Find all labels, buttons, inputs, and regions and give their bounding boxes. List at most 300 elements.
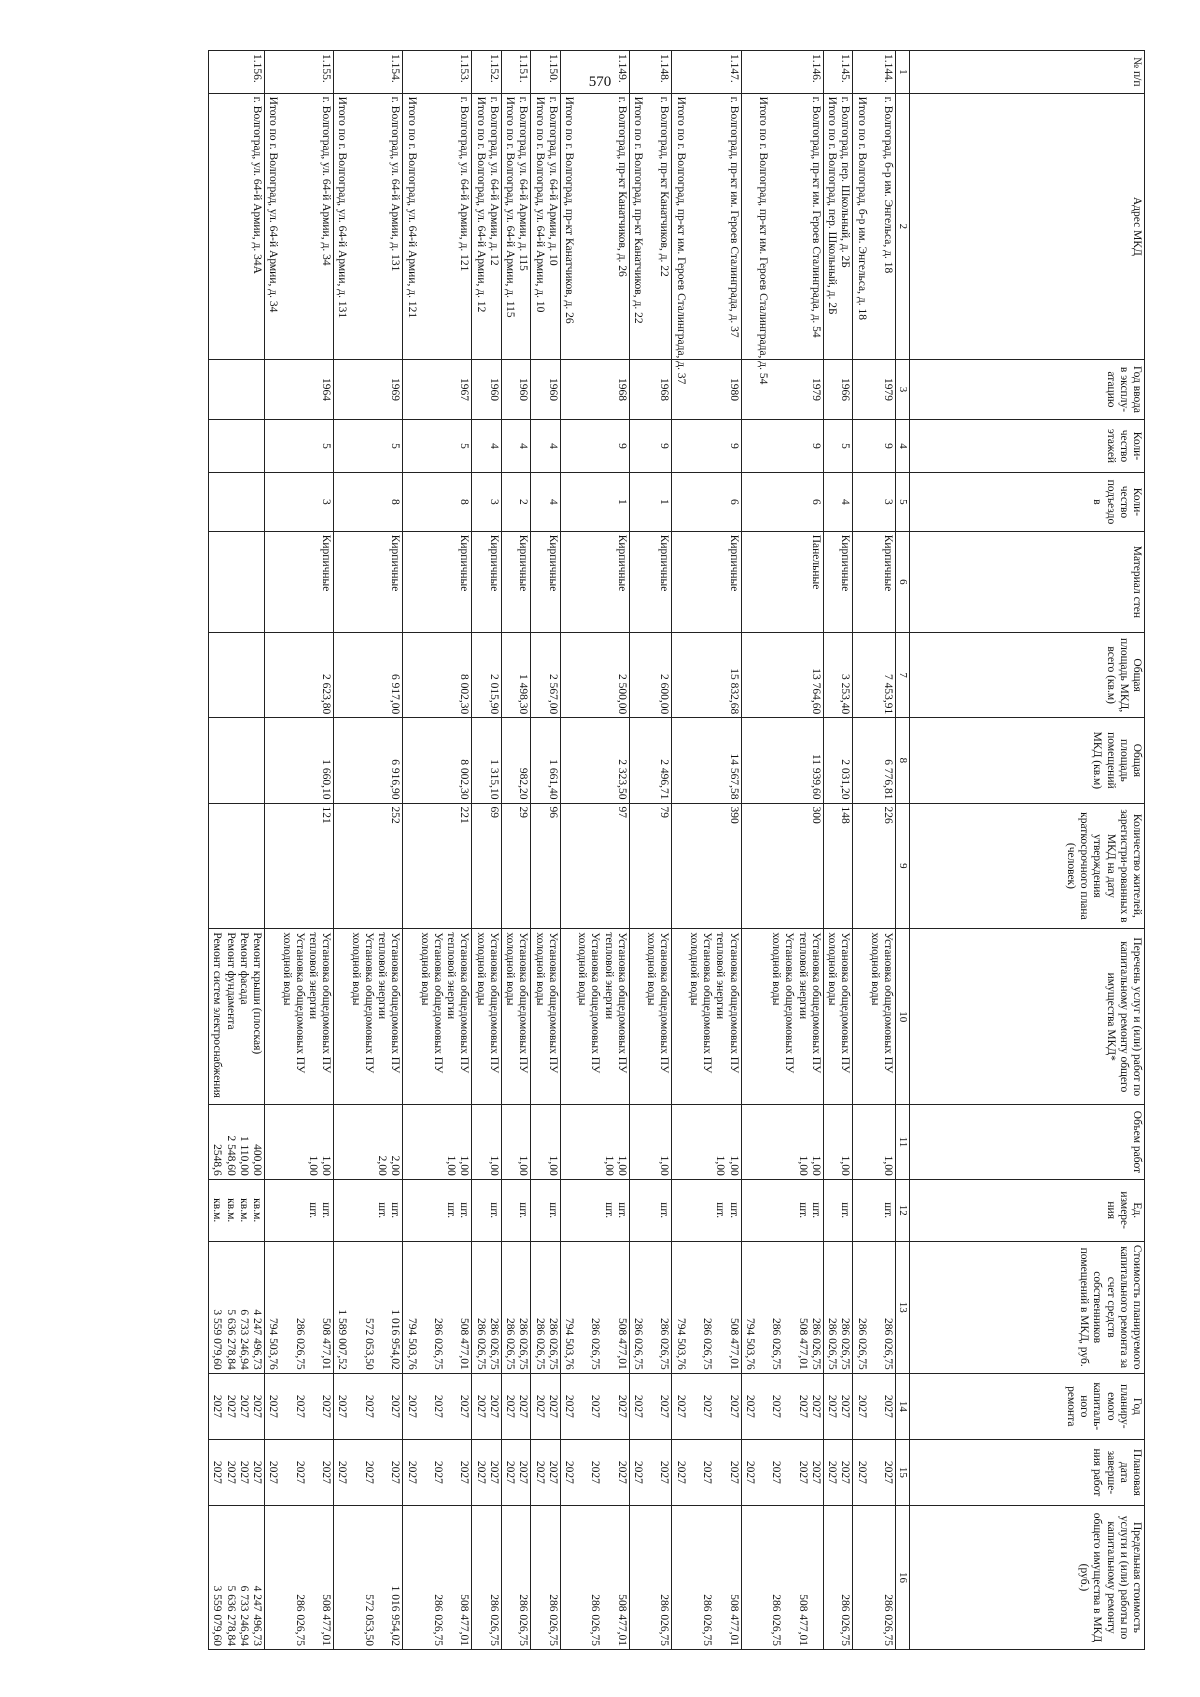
works-cell [403,929,472,1105]
cost-cell [629,1241,672,1373]
wall-material-cell: Кирпичные [403,531,472,632]
repair-year-cell [265,1373,334,1439]
cost-cell-line: 4 247 496,73 [251,1309,264,1370]
unit-cell [265,1179,334,1241]
cost-cell-line: 286 026,75 [839,1318,852,1370]
cost-cell-line: 794 503,76 [405,1318,418,1370]
year-built-cell: 1969 [334,360,403,420]
repair-year-cell-line: 2027 [389,1394,402,1418]
total-area-cell: 2 623,80 [265,633,334,718]
works-cell [265,929,334,1105]
limit-cost-cell-line: 286 026,75 [770,1594,783,1646]
repair-year-cell [672,1373,741,1439]
limit-cost-cell-line: 286 026,75 [293,1594,306,1646]
repair-year-cell [531,1373,560,1439]
wall-material-cell: Кирпичные [823,531,852,632]
wall-material-cell: Кирпичные [265,531,334,632]
volume-cell-line: 1,00 [458,1155,471,1176]
cost-cell-line: 508 477,01 [320,1318,333,1370]
volume-cell-line: 1,00 [796,1155,809,1176]
entrances-cell [209,473,265,532]
cost-cell-line: 286 026,75 [474,1318,487,1370]
row-number: 1.154. [334,51,403,94]
column-header-10: Перечень услуг и (или) работ по капитальному ремонту общего имущества МКД* [910,929,1145,1105]
repair-year-cell-line: 2027 [882,1394,894,1418]
limit-cost-cell-line: 5 636 278,84 [224,1585,237,1646]
completion-date-cell-line: 2027 [458,1460,471,1484]
completion-date-cell-line: 2027 [562,1460,575,1484]
limit-cost-cell-line: 286 026,75 [701,1594,714,1646]
total-area-cell: 1 498,30 [501,633,530,718]
limit-cost-cell [334,1505,403,1649]
premises-area-cell: 1 660,10 [265,718,334,803]
address-cell-line: Итого по г. Волгоград, пр-кт Канатчиков, д. 22 [632,96,645,324]
year-built-cell: 1980 [672,360,741,420]
column-number-8: 8 [896,718,910,803]
completion-date-cell-line: 2027 [211,1460,224,1484]
cost-cell-line: 286 026,75 [293,1318,306,1370]
entrances-cell: 3 [853,473,896,532]
limit-cost-cell-line: 286 026,75 [839,1594,852,1646]
unit-cell [629,1179,672,1241]
limit-cost-cell-line: 286 026,75 [546,1594,559,1646]
premises-area-cell: 982,20 [501,718,530,803]
total-area-cell: 2 567,00 [531,633,560,718]
floors-cell: 4 [472,419,501,472]
address-cell [403,93,472,360]
residents-cell: 29 [501,803,530,929]
completion-date-cell [823,1439,852,1505]
repair-year-cell-line: 2027 [237,1394,250,1418]
column-number-3: 3 [896,360,910,420]
volume-cell [472,1105,501,1180]
wall-material-cell [209,531,265,632]
limit-cost-cell-line: 508 477,01 [727,1594,740,1646]
completion-date-cell-line: 2027 [517,1460,530,1484]
completion-date-cell-line: 2027 [589,1460,602,1484]
completion-date-cell-line: 2027 [855,1460,868,1484]
address-cell-line: г. Волгоград, ул. 64-й Армии, д. 12 [487,96,500,266]
volume-cell-line: 400,00 [251,1144,264,1176]
table-row [531,51,560,1650]
unit-cell-line: шт. [517,1202,530,1219]
address-cell [472,93,501,360]
repair-year-cell-line: 2027 [809,1394,822,1418]
cost-cell-line: 3 559 079,60 [211,1309,224,1370]
volume-cell-line: 1,00 [839,1155,852,1176]
completion-date-cell-line: 2027 [839,1460,852,1484]
volume-cell-line: 2,00 [376,1155,389,1176]
repair-year-cell [560,1373,629,1439]
completion-date-cell-line: 2027 [743,1460,756,1484]
completion-date-cell-line: 2027 [632,1460,645,1484]
completion-date-cell-line: 2027 [224,1460,237,1484]
repair-year-cell-line: 2027 [546,1394,559,1418]
premises-area-cell: 11 939,60 [741,718,823,803]
repair-year-cell-line: 2027 [855,1394,868,1418]
total-area-cell: 6 917,00 [334,633,403,718]
volume-cell [629,1105,672,1180]
address-cell-line: г. Волгоград, ул. 64-й Армии, д. 34 [320,96,333,266]
premises-area-cell: 8 002,30 [403,718,472,803]
unit-cell-line: шт. [320,1202,333,1219]
total-area-cell: 7 453,91 [853,633,896,718]
repair-year-cell-line: 2027 [615,1394,628,1418]
repair-year-cell-line: 2027 [504,1394,517,1418]
address-cell [672,93,741,385]
works-cell [823,929,852,1105]
works-cell-line: Установка общедомовых ПУ тепловой энергии [602,932,628,1074]
row-number: 1.153. [403,51,472,94]
address-cell-line: Итого по г. Волгоград, пр-кт Канатчиков, д. 26 [562,96,575,324]
floors-cell: 5 [823,419,852,472]
volume-cell-line: 2 548,60 [224,1135,237,1176]
cost-cell-line: 508 477,01 [458,1318,471,1370]
address-cell-line: Итого по г. Волгоград, б-р им. Энгельса, д. 18 [855,96,868,321]
year-built-cell [209,360,265,420]
address-cell-line: Итого по г. Волгоград, ул. 64-й Армии, д. 121 [405,96,418,319]
cost-cell [403,1241,472,1373]
unit-cell-line: шт. [458,1202,471,1219]
wall-material-cell: Кирпичные [853,531,896,632]
address-cell [531,93,560,360]
completion-date-cell [531,1439,560,1505]
completion-date-cell-line: 2027 [658,1460,671,1484]
wall-material-cell: Кирпичные [672,531,741,632]
year-built-cell: 1967 [403,360,472,420]
works-cell-line: Установка общедомовых ПУ холодной воды [868,932,894,1074]
column-number-16: 16 [896,1505,910,1649]
entrances-cell: 3 [265,473,334,532]
year-built-cell: 1968 [629,360,672,420]
cost-cell-line: 286 026,75 [533,1318,546,1370]
unit-cell [672,1179,741,1241]
unit-cell-line: шт. [389,1202,402,1219]
premises-area-cell: 2 496,71 [629,718,672,803]
entrances-cell: 6 [672,473,741,532]
address-cell-line: Итого по г. Волгоград, ул. 64-й Армии, д. 115 [504,96,517,318]
limit-cost-cell [823,1505,852,1649]
column-number-15: 15 [896,1439,910,1505]
entrances-cell: 8 [334,473,403,532]
volume-cell [823,1105,852,1180]
address-cell-line: Итого по г. Волгоград, пер. Школьный, д. 2Б [826,96,839,315]
limit-cost-cell-line: 286 026,75 [882,1594,894,1646]
works-cell-line: Установка общедомовых ПУ тепловой энергии [796,932,822,1074]
works-cell-line: Установка общедомовых ПУ холодной воды [533,932,559,1074]
works-cell-line: Ремонт фундамента [224,932,237,1030]
address-cell-line: г. Волгоград, пер. Школьный, д. 2Б [839,96,852,268]
unit-cell [741,1179,823,1241]
row-number: 1.152. [472,51,501,94]
completion-date-cell-line: 2027 [809,1460,822,1484]
address-cell-line: г. Волгоград, ул. 64-й Армии, д. 131 [389,96,402,272]
address-cell-line: г. Волгоград, ул. 64-й Армии, д. 34А [251,96,264,274]
cost-cell-line: 794 503,76 [674,1318,687,1370]
row-number: 1.147. [672,51,741,94]
column-number-10: 10 [896,929,910,1105]
column-header-7: Общая площадь МКД, всего (кв.м) [910,633,1145,718]
column-header-14: Год планиру-емого капиталь-ного ремонта [910,1373,1145,1439]
limit-cost-cell-line: 508 477,01 [320,1594,333,1646]
address-cell-line: г. Волгоград, пр-кт Канатчиков, д. 26 [615,96,628,277]
works-cell-line: Ремонт крыши (плоская) [251,932,264,1055]
volume-cell-line: 1,00 [320,1155,333,1176]
wall-material-cell: Кирпичные [472,531,501,632]
address-cell [265,93,334,360]
repair-year-cell-line: 2027 [701,1394,714,1418]
volume-cell-line: 2,00 [389,1155,402,1176]
entrances-cell: 1 [560,473,629,532]
repair-year-cell [853,1373,896,1439]
unit-cell-line: шт. [714,1202,727,1219]
residents-cell: 300 [741,803,823,929]
residents-cell: 79 [629,803,672,929]
total-area-cell: 13 764,60 [741,633,823,718]
limit-cost-cell-line: 508 477,01 [796,1594,809,1646]
residents-cell: 221 [403,803,472,929]
column-number-14: 14 [896,1373,910,1439]
repair-year-cell [472,1373,501,1439]
year-built-cell: 1960 [501,360,530,420]
residents-cell: 69 [472,803,501,929]
column-number-7: 7 [896,633,910,718]
address-cell-line: Итого по г. Волгоград, пр-кт им. Героев Сталинграда, д. 54 [757,96,770,385]
repair-year-cell [334,1373,403,1439]
row-number: 1.144. [853,51,896,94]
table-row [209,51,265,1650]
year-built-cell: 1979 [741,360,823,420]
cost-cell [334,1241,403,1373]
volume-cell-line: 1,00 [714,1155,727,1176]
wall-material-cell: Кирпичные [501,531,530,632]
cost-cell [853,1241,896,1373]
volume-cell [403,1105,472,1180]
works-cell-line: Установка общедомовых ПУ тепловой энергии [714,932,740,1074]
works-cell [531,929,560,1105]
row-number: 1.156. [209,51,265,94]
table-row [560,51,629,1650]
unit-cell [403,1179,472,1241]
repair-year-cell [209,1373,265,1439]
total-area-cell: 15 832,68 [672,633,741,718]
completion-date-cell [472,1439,501,1505]
volume-cell-line: 2548,6 [211,1144,224,1176]
column-header-2: Адрес МКД [910,93,1145,360]
cost-cell [741,1241,823,1373]
repair-year-cell-line: 2027 [336,1394,349,1418]
cost-cell [823,1241,852,1373]
cost-cell-line: 286 026,75 [770,1318,783,1370]
repair-year-cell-line: 2027 [487,1394,500,1418]
cost-cell-line: 6 733 246,94 [237,1309,250,1370]
unit-cell-line: кв.м. [211,1198,224,1223]
cost-cell [265,1241,334,1373]
works-cell [472,929,501,1105]
volume-cell [501,1105,530,1180]
cost-cell-line: 286 026,75 [546,1318,559,1370]
table-row [823,51,852,1650]
completion-date-cell-line: 2027 [432,1460,444,1484]
unit-cell-line: шт. [445,1202,458,1219]
volume-cell-line: 1,00 [307,1155,320,1176]
works-cell-line: Установка общедомовых ПУ холодной воды [474,932,500,1074]
works-cell-line: Установка общедомовых ПУ холодной воды [349,932,375,1074]
works-cell [672,929,741,1105]
limit-cost-cell [209,1505,265,1649]
limit-cost-cell-line: 572 053,50 [362,1594,375,1646]
completion-date-cell-line: 2027 [701,1460,714,1484]
completion-date-cell-line: 2027 [487,1460,500,1484]
completion-date-cell-line: 2027 [267,1460,280,1484]
column-header-9: Количество жителей, зарегистри-рованных в МКД на дату утверждения краткосрочного плана (человек) [910,803,1145,929]
residents-cell: 97 [560,803,629,929]
volume-cell-line: 1,00 [445,1155,458,1176]
year-built-cell: 1968 [560,360,629,420]
repair-year-cell-line: 2027 [533,1394,546,1418]
completion-date-cell-line: 2027 [320,1460,333,1484]
limit-cost-cell-line: 508 477,01 [458,1594,471,1646]
works-cell-line: Ремонт систем электроснабжения [211,932,224,1098]
repair-year-cell-line: 2027 [293,1394,306,1418]
repair-year-cell-line: 2027 [251,1394,264,1418]
floors-cell: 9 [629,419,672,472]
entrances-cell: 3 [472,473,501,532]
cost-cell [560,1241,629,1373]
cost-cell [472,1241,501,1373]
cost-cell-line: 286 026,75 [826,1318,839,1370]
unit-cell-line: шт. [546,1202,559,1219]
repair-year-cell-line: 2027 [432,1394,444,1418]
column-header-13: Стоимость планируемого капитального ремонта за счет средств собственников помещений в МКД, руб. [910,1241,1145,1373]
column-header-11: Объем работ [910,1105,1145,1180]
completion-date-cell [209,1439,265,1505]
limit-cost-cell [403,1505,472,1649]
completion-date-cell-line: 2027 [336,1460,349,1484]
completion-date-cell-line: 2027 [826,1460,839,1484]
limit-cost-cell-line: 6 733 246,94 [237,1585,250,1646]
unit-cell [334,1179,403,1241]
row-number: 1.151. [501,51,530,94]
works-cell [501,929,530,1105]
unit-cell-line: шт. [839,1202,852,1219]
table-row [472,51,501,1650]
completion-date-cell [334,1439,403,1505]
column-number-9: 9 [896,803,910,929]
completion-date-cell-line: 2027 [546,1460,559,1484]
completion-date-cell-line: 2027 [237,1460,250,1484]
repair-year-cell-line: 2027 [632,1394,645,1418]
floors-cell: 5 [334,419,403,472]
completion-date-cell [560,1439,629,1505]
cost-cell-line: 508 477,01 [727,1318,740,1370]
address-cell-line: Итого по г. Волгоград, ул. 64-й Армии, д. 131 [336,96,349,319]
entrances-cell: 1 [629,473,672,532]
works-cell-line: Установка общедомовых ПУ холодной воды [826,932,852,1074]
works-cell-line: Установка общедомовых ПУ холодной воды [770,932,796,1074]
unit-cell-line: шт. [487,1202,500,1219]
unit-cell-line: шт. [882,1202,894,1219]
floors-cell [209,419,265,472]
volume-cell-line: 1,00 [487,1155,500,1176]
column-number-5: 5 [896,473,910,532]
unit-cell-line: шт. [307,1202,320,1219]
limit-cost-cell-line: 508 477,01 [615,1594,628,1646]
total-area-cell: 2 600,00 [629,633,672,718]
column-number-1: 1 [896,51,910,94]
column-header-12: Ед. измере-ния [910,1179,1145,1241]
volume-cell-line: 1,00 [727,1155,740,1176]
premises-area-cell [209,718,265,803]
volume-cell [265,1105,334,1180]
works-cell-line: Установка общедомовых ПУ холодной воды [418,932,444,1074]
works-cell-line: Установка общедомовых ПУ холодной воды [687,932,714,1074]
residents-cell [209,803,265,929]
cost-cell-line: 572 053,50 [362,1318,375,1370]
cost-cell-line: 1 589 007,52 [336,1309,349,1370]
volume-cell-line: 1 110,00 [237,1135,250,1176]
repair-year-cell-line: 2027 [362,1394,375,1418]
limit-cost-cell [853,1505,896,1649]
total-area-cell: 2 015,90 [472,633,501,718]
row-number: 1.148. [629,51,672,94]
floors-cell: 9 [853,419,896,472]
page-number: 570 [588,74,612,90]
address-cell [334,93,403,360]
address-cell [823,93,852,360]
header-row [910,51,1145,1650]
premises-area-cell: 6 776,81 [853,718,896,803]
cost-cell-line: 508 477,01 [796,1318,809,1370]
address-cell-line: г. Волгоград, ул. 64-й Армии, д. 115 [517,96,530,271]
column-number-row [896,51,910,1650]
unit-cell-line: кв.м. [251,1198,264,1223]
cost-cell-line: 286 026,75 [504,1318,517,1370]
cost-cell-line: 794 503,76 [267,1318,280,1370]
row-number: 1.146. [741,51,823,94]
address-cell-line: Итого по г. Волгоград, ул. 64-й Армии, д. 10 [533,96,546,313]
unit-cell-line: шт. [796,1202,809,1219]
completion-date-cell-line: 2027 [727,1460,740,1484]
residents-cell: 390 [672,803,741,929]
volume-cell-line: 1,00 [809,1155,822,1176]
row-number: 1.150. [531,51,560,94]
unit-cell-line: кв.м. [224,1198,237,1223]
works-cell-line: Установка общедомовых ПУ тепловой энергии [445,932,471,1074]
repair-year-cell [629,1373,672,1439]
total-area-cell: 3 253,40 [823,633,852,718]
table-row [265,51,334,1650]
cost-cell [531,1241,560,1373]
capital-repair-table [208,50,1145,1650]
volume-cell-line: 1,00 [882,1155,894,1176]
column-number-12: 12 [896,1179,910,1241]
column-header-5: Коли-чество подъездо в [910,473,1145,532]
works-cell-line: Установка общедомовых ПУ тепловой энергии [376,932,402,1074]
limit-cost-cell-line: 286 026,75 [432,1594,444,1646]
cost-cell-line: 794 503,76 [562,1318,575,1370]
premises-area-cell: 6 916,90 [334,718,403,803]
works-cell-line: Установка общедомовых ПУ холодной воды [576,932,602,1074]
completion-date-cell [672,1439,741,1505]
address-cell [629,93,672,360]
completion-date-cell [403,1439,472,1505]
address-cell [853,93,896,360]
volume-cell [334,1105,403,1180]
volume-cell [672,1105,741,1180]
completion-date-cell-line: 2027 [362,1460,375,1484]
row-number: 1.155. [265,51,334,94]
